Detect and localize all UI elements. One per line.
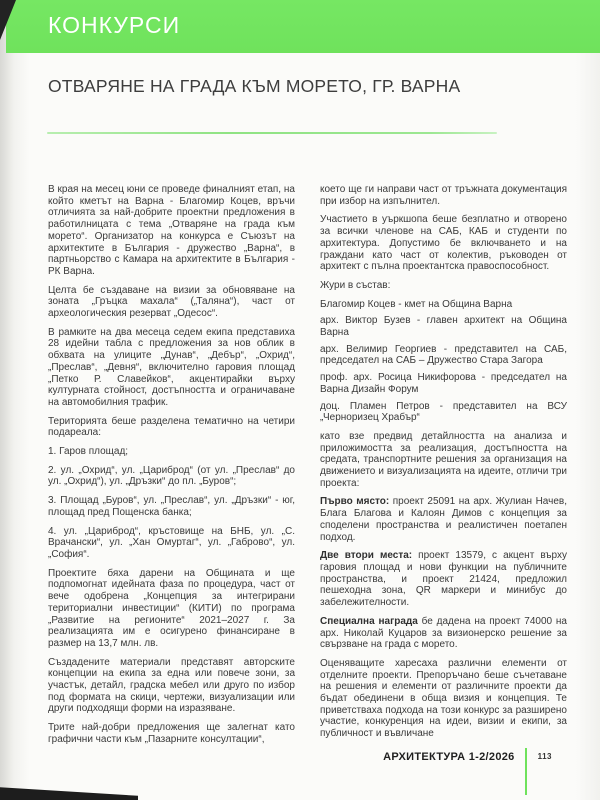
paragraph: Благомир Коцев - кмет на Община Варна [320, 298, 513, 310]
paragraph-lead: Първо място: [320, 496, 393, 508]
paragraph: Оценяващите харесаха различни елементи от отделните проекти. Препоръчано беше съчетаване на решения и елементи от различните проекти да бъдат обединени в обща визия и концепция. Те приветстваха подхода на този конкурс за разширено участие, конкуренция на идеи, визии и екипи, за публичност и въвличане [320, 657, 567, 740]
footer-divider-line [525, 748, 527, 795]
paragraph: Целта бе създаване на визии за обновяване на зоната „Гръцка махала“ („Таляна“), част от археологическия резерват „Одесос“. [48, 284, 295, 320]
title-divider-rule [47, 132, 497, 134]
paragraph-lead: Специална награда [320, 615, 422, 627]
article-title: ОТВАРЯНЕ НА ГРАДА КЪМ МОРЕТО, ГР. ВАРНА [48, 76, 461, 96]
right-column [320, 184, 567, 753]
left-column [48, 184, 295, 753]
page-footer [383, 748, 552, 795]
paragraph: 4. ул. „Цариброд“, кръстовище на БНБ, ул. „С. Врачански“, ул. „Хан Омуртаг“, ул. „Габрово“, ул. „София“. [48, 525, 295, 560]
paragraph: проф. арх. Росица Никифорова - председател на Варна Дизайн Форум [320, 372, 567, 395]
paragraph: Територията беше разделена тематично на четири подареала: [48, 415, 295, 439]
paragraph: Участието в уъркшопа беше безплатно и отворено за всички членове на САБ, КАБ и студенти по архитектура. Допустимо бе включването и на граждани като част от колектив, ръководен от архитект с пълна проектантска правоспособност. [320, 214, 567, 273]
paragraph: като взе предвид детайлността на анализа и приложимостта за реализация, достъпността на средата, транспортните решения за организация на движението и визуализацията на идеите, отличи три проекта: [320, 430, 567, 489]
paragraph: 3. Площад „Буров“, ул. „Преслав“, ул. „Дръзки“ - юг, площад пред Пощенска банка; [48, 495, 295, 518]
paragraph: В рамките на два месеца седем екипа представиха 28 идейни табла с предложения за нов облик в обхвата на улиците „Дунав“, „Дебър“, „Охрид“, „Преслав“, „Девня“, включително гаровия площад „Петко Р. Славейков“, акцентирайки върху културната стойност, достъпността и ограничаване на автомобилния трафик. [48, 326, 295, 408]
paragraph: Жури в състав: [320, 279, 391, 291]
paragraph: Проектите бяха дарени на Общината и ще подпомогнат идейната фаза по процедура, част от вече одобрена „Концепция за интегрирани териториални инвестиции“ (КИТИ) по програма „Развитие на регионите“ 2021–2027 г. За реализацията им е осигурено финансиране в размер на 13,7 млн. лв. [48, 567, 295, 649]
paragraph: което ще ги направи част от тръжната документация при избор на изпълнител. [320, 184, 567, 207]
paragraph: арх. Виктор Бузев - главен архитект на Община Варна [320, 315, 567, 339]
magazine-issue-label: АРХИТЕКТУРА 1-2/2026 [383, 751, 515, 763]
scan-corner-artifact-bottom [0, 785, 138, 800]
paragraph: Специална награда бе дадена на проект 74000 на арх. Николай Куцаров за визионерско решение за свързване на града с морето. [320, 615, 567, 651]
paragraph: Трите най-добри предложения ще залегнат като графични части към „Пазарните консултации“, [48, 722, 295, 745]
article-body [48, 184, 568, 753]
section-header-band [6, 0, 600, 53]
page-number: 113 [537, 752, 552, 761]
paragraph: Първо място: проект 25091 на арх. Жулиан Начев, Блага Благова и Калоян Димов с концепция за споделени пространства и реалистичен поетапен подход. [320, 496, 568, 543]
paragraph: доц. Пламен Петров - представител на ВСУ „Черноризец Храбър“ [320, 400, 567, 424]
paragraph: В края на месец юни се проведе финалният етап, на който кметът на Варна - Благомир Коцев, връчи отличията за най-добрите проектни предложения в работилницата с тема „Отваряне на града към морето“. Организатор на конкурса е Съюзът на архитектите в България - дружество „Варна“, в партньорство с Камара на архитектите в България - РК Варна. [48, 184, 295, 277]
section-title: КОНКУРСИ [48, 12, 181, 38]
paragraph: 2. ул. „Охрид“, ул. „Цариброд“ (от ул. „Преслав“ до ул. „Охрид“), ул. „Дръзки“ до пл. „Буров“; [48, 464, 295, 488]
paragraph: арх. Велимир Георгиев - представител на САБ, председател на САБ – Дружество Стара Загора [320, 343, 567, 367]
paragraph-lead: Две втори места: [320, 550, 419, 562]
paragraph: 1. Гаров площад; [48, 446, 129, 458]
paragraph: Две втори места: проект 13579, с акцент върху гаровия площад и нови функции на публичните пространства, и проект 21424, предложил пешеходна зона, QR маркери и минибус до забележителности. [320, 550, 568, 609]
paragraph: Създадените материали представят авторските концепции на екипа за една или повече зони, за участък, детайл, градска мебел или друго по избор под формата на скици, чертежи, визуализации или други подходящи форми на изразяване. [48, 656, 295, 715]
